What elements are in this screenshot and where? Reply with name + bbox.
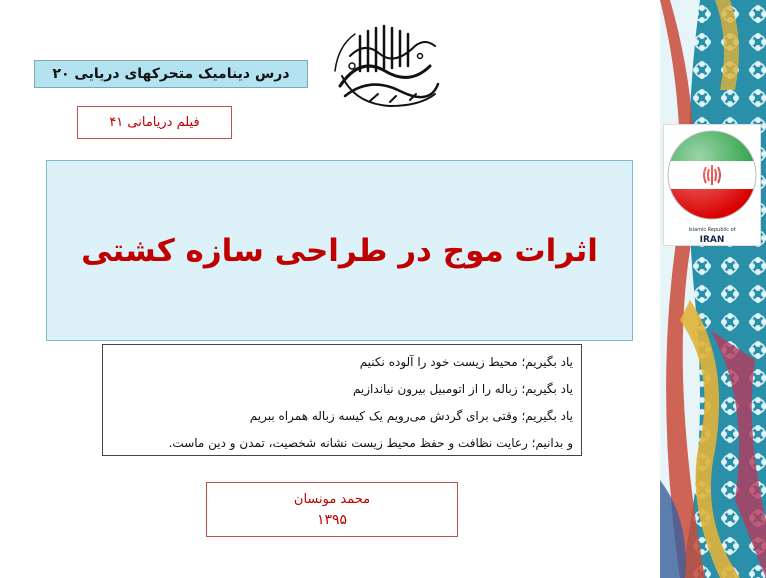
note-line: یاد بگیریم؛ محیط زیست خود را آلوده نکنیم: [359, 355, 573, 369]
presentation-title: اثرات موج در طراحی سازه کشتی: [81, 232, 598, 269]
decorative-side-panel: [660, 0, 766, 578]
film-label-box: [77, 106, 232, 139]
flag-caption-small: Islamic Republic of: [688, 227, 736, 233]
iran-flag-card: [663, 124, 761, 246]
decorative-pattern: [660, 0, 766, 578]
bismillah-calligraphy: [330, 16, 445, 116]
flag-caption-big: IRAN: [699, 235, 725, 245]
film-label: فیلم دریامانی ۴۱: [109, 115, 200, 130]
course-title: درس دینامیک متحرکهای دریایی ۲۰: [52, 66, 290, 82]
author-box: [206, 482, 458, 537]
course-title-box: [34, 60, 308, 88]
title-box: [46, 160, 633, 341]
calligraphy-image: [330, 16, 445, 116]
author-name: محمد مونسان: [293, 491, 371, 507]
author-year: ۱۳۹۵: [316, 511, 348, 528]
note-line: یاد بگیریم؛ زباله را از اتومبیل بیرون نیاندازیم: [352, 382, 573, 396]
note-line: و بدانیم؛ رعایت نظافت و حفظ محیط زیست نشانه شخصیت، تمدن و دین ماست.: [168, 436, 573, 450]
environment-notes-box: [102, 344, 582, 456]
iran-flag-icon: [664, 125, 760, 225]
note-line: یاد بگیریم؛ وقتی برای گردش می‌رویم یک کیسه زباله همراه ببریم: [249, 409, 573, 423]
